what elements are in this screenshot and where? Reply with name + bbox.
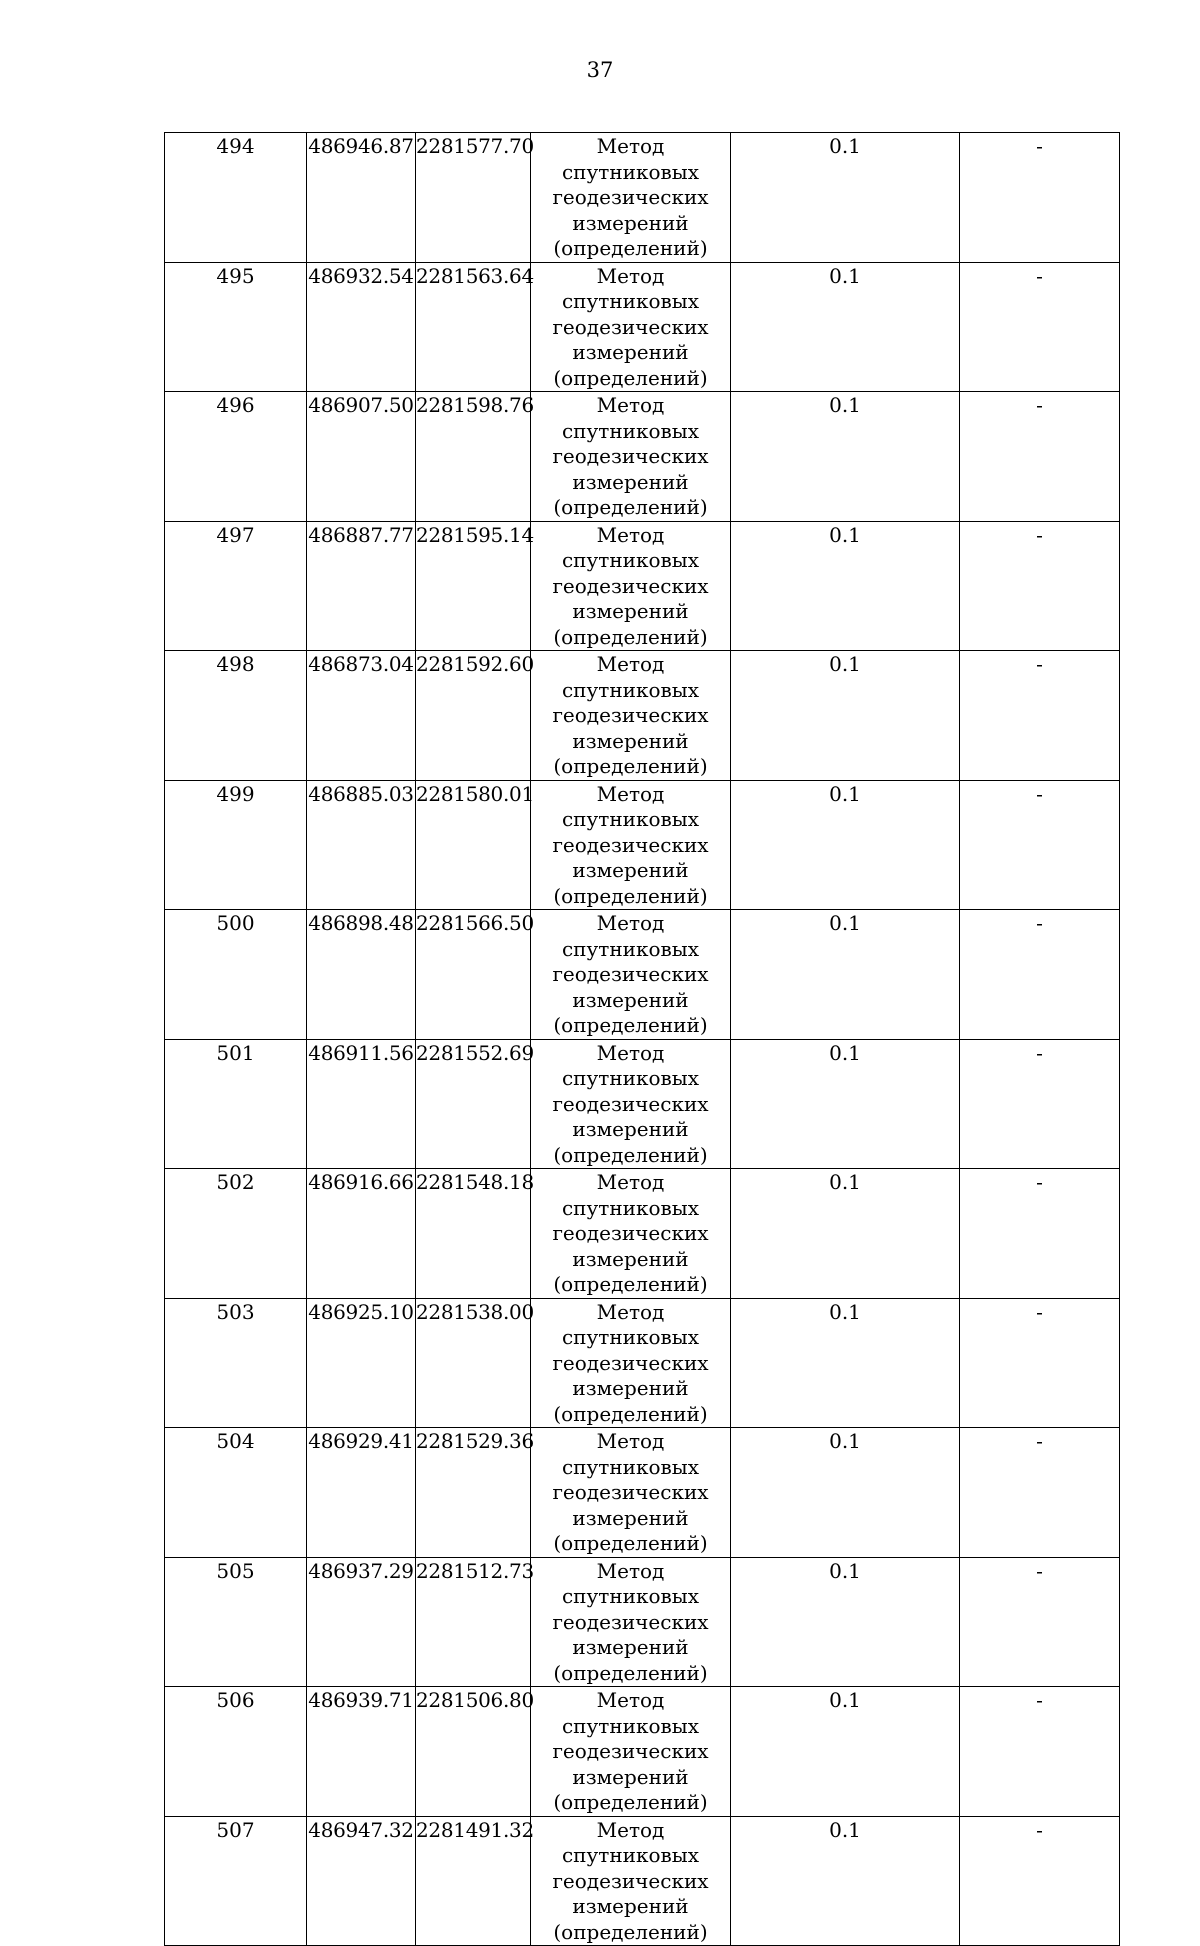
method-line: измерений (572, 728, 689, 753)
x-coordinate-cell: 486946.87 (307, 133, 416, 263)
accuracy-cell: 0.1 (731, 1428, 960, 1558)
method-line: Метод спутниковых (561, 1429, 700, 1479)
method-line: (определений) (553, 236, 708, 260)
extra-cell: - (960, 133, 1120, 263)
point-number-cell: 497 (165, 521, 307, 651)
method-line: (определений) (553, 1401, 708, 1426)
point-number-cell: 506 (165, 1687, 307, 1817)
y-coordinate-cell: 2281506.80 (416, 1687, 531, 1817)
method-line: Метод спутниковых (561, 1299, 700, 1349)
method-line: геодезических (552, 1609, 709, 1634)
extra-cell: - (960, 521, 1120, 651)
method-line: Метод спутниковых (561, 522, 700, 572)
method-line: (определений) (553, 1272, 708, 1296)
method-line: измерений (572, 1117, 689, 1141)
accuracy-cell: 0.1 (731, 133, 960, 263)
method-line: измерений (572, 469, 689, 494)
extra-cell: - (960, 392, 1120, 522)
method-line: геодезических (552, 1350, 709, 1375)
x-coordinate-cell: 486925.10 (307, 1298, 416, 1428)
method-cell (531, 392, 731, 522)
accuracy-cell: 0.1 (731, 780, 960, 910)
y-coordinate-cell: 2281491.32 (416, 1816, 531, 1946)
x-coordinate-cell: 486937.29 (307, 1557, 416, 1687)
y-coordinate-cell: 2281552.69 (416, 1039, 531, 1169)
method-cell (531, 780, 731, 910)
method-line: (определений) (553, 1142, 708, 1167)
accuracy-cell: 0.1 (731, 1298, 960, 1428)
method-line: Метод спутниковых (561, 652, 700, 702)
y-coordinate-cell: 2281595.14 (416, 521, 531, 651)
method-cell (531, 1816, 731, 1946)
method-line: геодезических (552, 832, 709, 857)
y-coordinate-cell: 2281598.76 (416, 392, 531, 522)
point-number-cell: 507 (165, 1816, 307, 1946)
method-line: измерений (572, 987, 689, 1012)
method-cell (531, 1557, 731, 1687)
table-row (165, 1428, 1120, 1558)
x-coordinate-cell: 486929.41 (307, 1428, 416, 1558)
x-coordinate-cell: 486947.32 (307, 1816, 416, 1946)
y-coordinate-cell: 2281577.70 (416, 133, 531, 263)
y-coordinate-cell: 2281566.50 (416, 910, 531, 1040)
method-line: измерений (572, 1635, 689, 1659)
method-line: измерений (572, 1246, 689, 1271)
point-number-cell: 502 (165, 1169, 307, 1299)
method-cell (531, 910, 731, 1040)
y-coordinate-cell: 2281563.64 (416, 262, 531, 392)
method-cell (531, 1169, 731, 1299)
method-line: (определений) (553, 754, 708, 778)
x-coordinate-cell: 486885.03 (307, 780, 416, 910)
method-line: геодезических (552, 444, 709, 468)
table-row (165, 1687, 1120, 1817)
method-cell (531, 1428, 731, 1558)
method-line: измерений (572, 1764, 689, 1789)
accuracy-cell: 0.1 (731, 1557, 960, 1687)
method-line: Метод спутниковых (561, 1688, 700, 1738)
method-line: (определений) (553, 365, 708, 390)
y-coordinate-cell: 2281580.01 (416, 780, 531, 910)
extra-cell: - (960, 1169, 1120, 1299)
point-number-cell: 503 (165, 1298, 307, 1428)
method-line: геодезических (552, 573, 709, 598)
method-line: (определений) (553, 624, 708, 649)
method-line: измерений (572, 1376, 689, 1400)
y-coordinate-cell: 2281512.73 (416, 1557, 531, 1687)
point-number-cell: 494 (165, 133, 307, 263)
extra-cell: - (960, 651, 1120, 781)
table-row (165, 651, 1120, 781)
x-coordinate-cell: 486939.71 (307, 1687, 416, 1817)
method-line: Метод спутниковых (561, 134, 700, 184)
accuracy-cell: 0.1 (731, 651, 960, 781)
extra-cell: - (960, 780, 1120, 910)
point-number-cell: 498 (165, 651, 307, 781)
method-line: Метод спутниковых (561, 1558, 700, 1608)
method-line: измерений (572, 599, 689, 623)
y-coordinate-cell: 2281529.36 (416, 1428, 531, 1558)
accuracy-cell: 0.1 (731, 521, 960, 651)
method-line: измерений (572, 340, 689, 364)
point-number-cell: 499 (165, 780, 307, 910)
method-line: измерений (572, 1894, 689, 1918)
table-row (165, 262, 1120, 392)
accuracy-cell: 0.1 (731, 392, 960, 522)
extra-cell: - (960, 1816, 1120, 1946)
method-line: геодезических (552, 962, 709, 986)
method-line: геодезических (552, 314, 709, 339)
method-line: геодезических (552, 1480, 709, 1504)
table-row (165, 1039, 1120, 1169)
accuracy-cell: 0.1 (731, 1687, 960, 1817)
method-line: (определений) (553, 1660, 708, 1685)
accuracy-cell: 0.1 (731, 262, 960, 392)
method-line: геодезических (552, 1739, 709, 1763)
method-line: Метод спутниковых (561, 263, 700, 313)
x-coordinate-cell: 486873.04 (307, 651, 416, 781)
method-line: (определений) (553, 883, 708, 908)
accuracy-cell: 0.1 (731, 1169, 960, 1299)
y-coordinate-cell: 2281538.00 (416, 1298, 531, 1428)
table-row (165, 910, 1120, 1040)
point-number-cell: 505 (165, 1557, 307, 1687)
method-line: измерений (572, 858, 689, 882)
table-row (165, 1169, 1120, 1299)
method-cell (531, 262, 731, 392)
extra-cell: - (960, 1687, 1120, 1817)
y-coordinate-cell: 2281548.18 (416, 1169, 531, 1299)
table-row (165, 521, 1120, 651)
method-line: (определений) (553, 1013, 708, 1037)
extra-cell: - (960, 1298, 1120, 1428)
point-number-cell: 501 (165, 1039, 307, 1169)
table-row (165, 780, 1120, 910)
method-line: Метод спутниковых (561, 1817, 700, 1867)
extra-cell: - (960, 1039, 1120, 1169)
extra-cell: - (960, 1428, 1120, 1558)
method-cell (531, 651, 731, 781)
accuracy-cell: 0.1 (731, 910, 960, 1040)
point-number-cell: 504 (165, 1428, 307, 1558)
method-line: (определений) (553, 1919, 708, 1944)
extra-cell: - (960, 910, 1120, 1040)
method-line: (определений) (553, 1790, 708, 1814)
method-line: Метод спутниковых (561, 911, 700, 961)
method-cell (531, 521, 731, 651)
x-coordinate-cell: 486932.54 (307, 262, 416, 392)
page-number: 37 (586, 58, 614, 82)
table-row (165, 392, 1120, 522)
method-cell (531, 133, 731, 263)
method-line: (определений) (553, 1531, 708, 1555)
table-row (165, 1557, 1120, 1687)
method-line: геодезических (552, 1091, 709, 1116)
coordinates-table (164, 132, 1120, 1946)
method-line: измерений (572, 210, 689, 235)
x-coordinate-cell: 486907.50 (307, 392, 416, 522)
method-line: (определений) (553, 495, 708, 519)
accuracy-cell: 0.1 (731, 1039, 960, 1169)
accuracy-cell: 0.1 (731, 1816, 960, 1946)
method-cell (531, 1687, 731, 1817)
point-number-cell: 500 (165, 910, 307, 1040)
method-cell (531, 1039, 731, 1169)
method-line: геодезических (552, 703, 709, 727)
table-row (165, 133, 1120, 263)
method-line: измерений (572, 1505, 689, 1530)
method-line: Метод спутниковых (561, 781, 700, 831)
method-line: геодезических (552, 185, 709, 209)
point-number-cell: 495 (165, 262, 307, 392)
y-coordinate-cell: 2281592.60 (416, 651, 531, 781)
method-line: Метод спутниковых (561, 1170, 700, 1220)
method-line: Метод спутниковых (561, 393, 700, 443)
x-coordinate-cell: 486887.77 (307, 521, 416, 651)
table-row (165, 1816, 1120, 1946)
coordinates-table-body (165, 133, 1120, 1946)
extra-cell: - (960, 262, 1120, 392)
x-coordinate-cell: 486898.48 (307, 910, 416, 1040)
method-cell (531, 1298, 731, 1428)
point-number-cell: 496 (165, 392, 307, 522)
extra-cell: - (960, 1557, 1120, 1687)
method-line: геодезических (552, 1221, 709, 1245)
method-line: геодезических (552, 1868, 709, 1893)
x-coordinate-cell: 486911.56 (307, 1039, 416, 1169)
x-coordinate-cell: 486916.66 (307, 1169, 416, 1299)
method-line: Метод спутниковых (561, 1040, 700, 1090)
table-row (165, 1298, 1120, 1428)
